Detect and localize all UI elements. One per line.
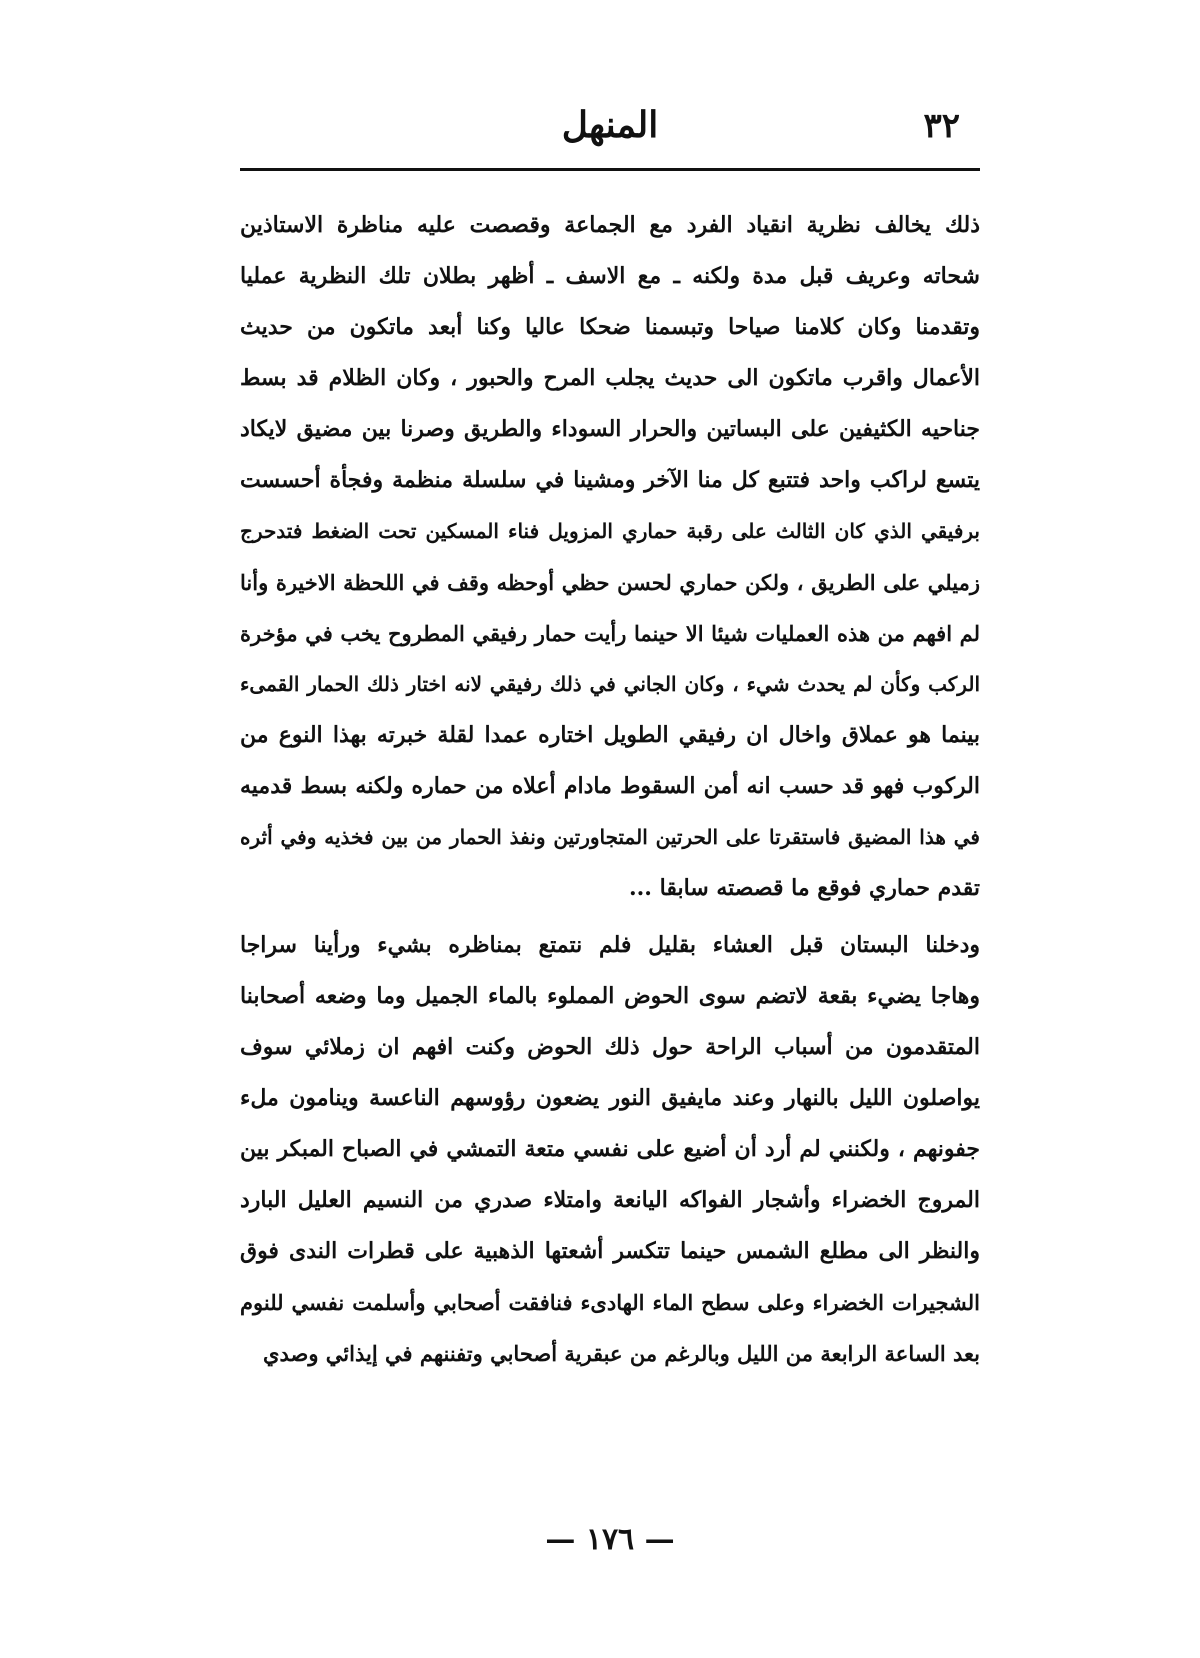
page-header: [240, 100, 980, 160]
text-line: في هذا المضيق فاستقرتا على الحرتين المتجاورتين ونفذ الحمار من بين فخذيه وفي أثره: [240, 825, 980, 849]
text-line: الركوب فهو قد حسب انه أمن السقوط مادام أعلاه من حماره ولكنه بسط قدميه: [240, 773, 980, 799]
paragraph: [240, 920, 980, 1379]
text-line: الركب وكأن لم يحدث شيء ، وكان الجاني في ذلك رفيقي لانه اختار ذلك الحمار القمىء: [240, 672, 980, 696]
header-rule: [240, 168, 980, 171]
text-line: المروج الخضراء وأشجار الفواكه اليانعة وامتلاء صدري من النسيم العليل البارد: [240, 1187, 980, 1213]
text-line: ودخلنا البستان قبل العشاء بقليل فلم نتمتع بمناظره بشيء ورأينا سراجا: [240, 932, 980, 958]
page-number-top: ٣٢: [923, 106, 960, 146]
text-line: ذلك يخالف نظرية انقياد الفرد مع الجماعة وقصصت عليه مناظرة الاستاذين: [240, 212, 980, 238]
page-number-bottom: — ١٧٦ —: [545, 1522, 675, 1557]
text-line: بعد الساعة الرابعة من الليل وبالرغم من عبقرية أصحابي وتفننهم في إيذائي وصدي: [263, 1341, 980, 1366]
paragraph: [240, 200, 980, 914]
text-line: المتقدمون من أسباب الراحة حول ذلك الحوض وكنت افهم ان زملائي سوف: [240, 1034, 980, 1060]
text-line: جفونهم ، ولكنني لم أرد أن أضيع على نفسي متعة التمشي في الصباح المبكر بين: [240, 1136, 980, 1162]
text-line: تقدم حماري فوقع ما قصصته سابقا ...: [628, 875, 980, 901]
text-line: برفيقي الذي كان الثالث على رقبة حماري المزويل فناء المسكين تحت الضغط فتدحرج: [240, 519, 980, 543]
text-line: لم افهم من هذه العمليات شيئا الا حينما رأيت حمار رفيقي المطروح يخب في مؤخرة: [240, 621, 980, 646]
text-line: بينما هو عملاق واخال ان رفيقي الطويل اختاره عمدا لقلة خبرته بهذا النوع من: [240, 722, 980, 748]
journal-name: المنهل: [561, 104, 659, 146]
text-line: يواصلون الليل بالنهار وعند مايفيق النور يضعون رؤوسهم الناعسة وينامون ملء: [240, 1085, 980, 1111]
text-line: شحاته وعريف قبل مدة ولكنه ـ مع الاسف ـ أظهر بطلان تلك النظرية عمليا: [240, 263, 980, 289]
text-line: يتسع لراكب واحد فتتبع كل منا الآخر ومشينا في سلسلة منظمة وفجأة أحسست: [240, 467, 980, 493]
text-line: زميلي على الطريق ، ولكن حماري لحسن حظي أوحظه وقف في اللحظة الاخيرة وأنا: [240, 570, 980, 595]
text-line: جناحيه الكثيفين على البساتين والحرار السوداء والطريق وصرنا بين مضيق لايكاد: [240, 416, 980, 442]
text-line: وتقدمنا وكان كلامنا صياحا وتبسمنا ضحكا عاليا وكنا أبعد ماتكون من حديث: [240, 314, 980, 340]
body-text: [240, 200, 980, 1379]
text-line: الأعمال واقرب ماتكون الى حديث يجلب المرح والحبور ، وكان الظلام قد بسط: [240, 365, 980, 391]
text-line: الشجيرات الخضراء وعلى سطح الماء الهادىء فنافقت أصحابي وأسلمت نفسي للنوم: [240, 1290, 980, 1315]
text-line: والنظر الى مطلع الشمس حينما تتكسر أشعتها الذهبية على قطرات الندى فوق: [240, 1238, 980, 1264]
text-line: وهاجا يضيء بقعة لاتضم سوى الحوض المملوء بالماء الجميل وما وضعه أصحابنا: [240, 983, 980, 1009]
